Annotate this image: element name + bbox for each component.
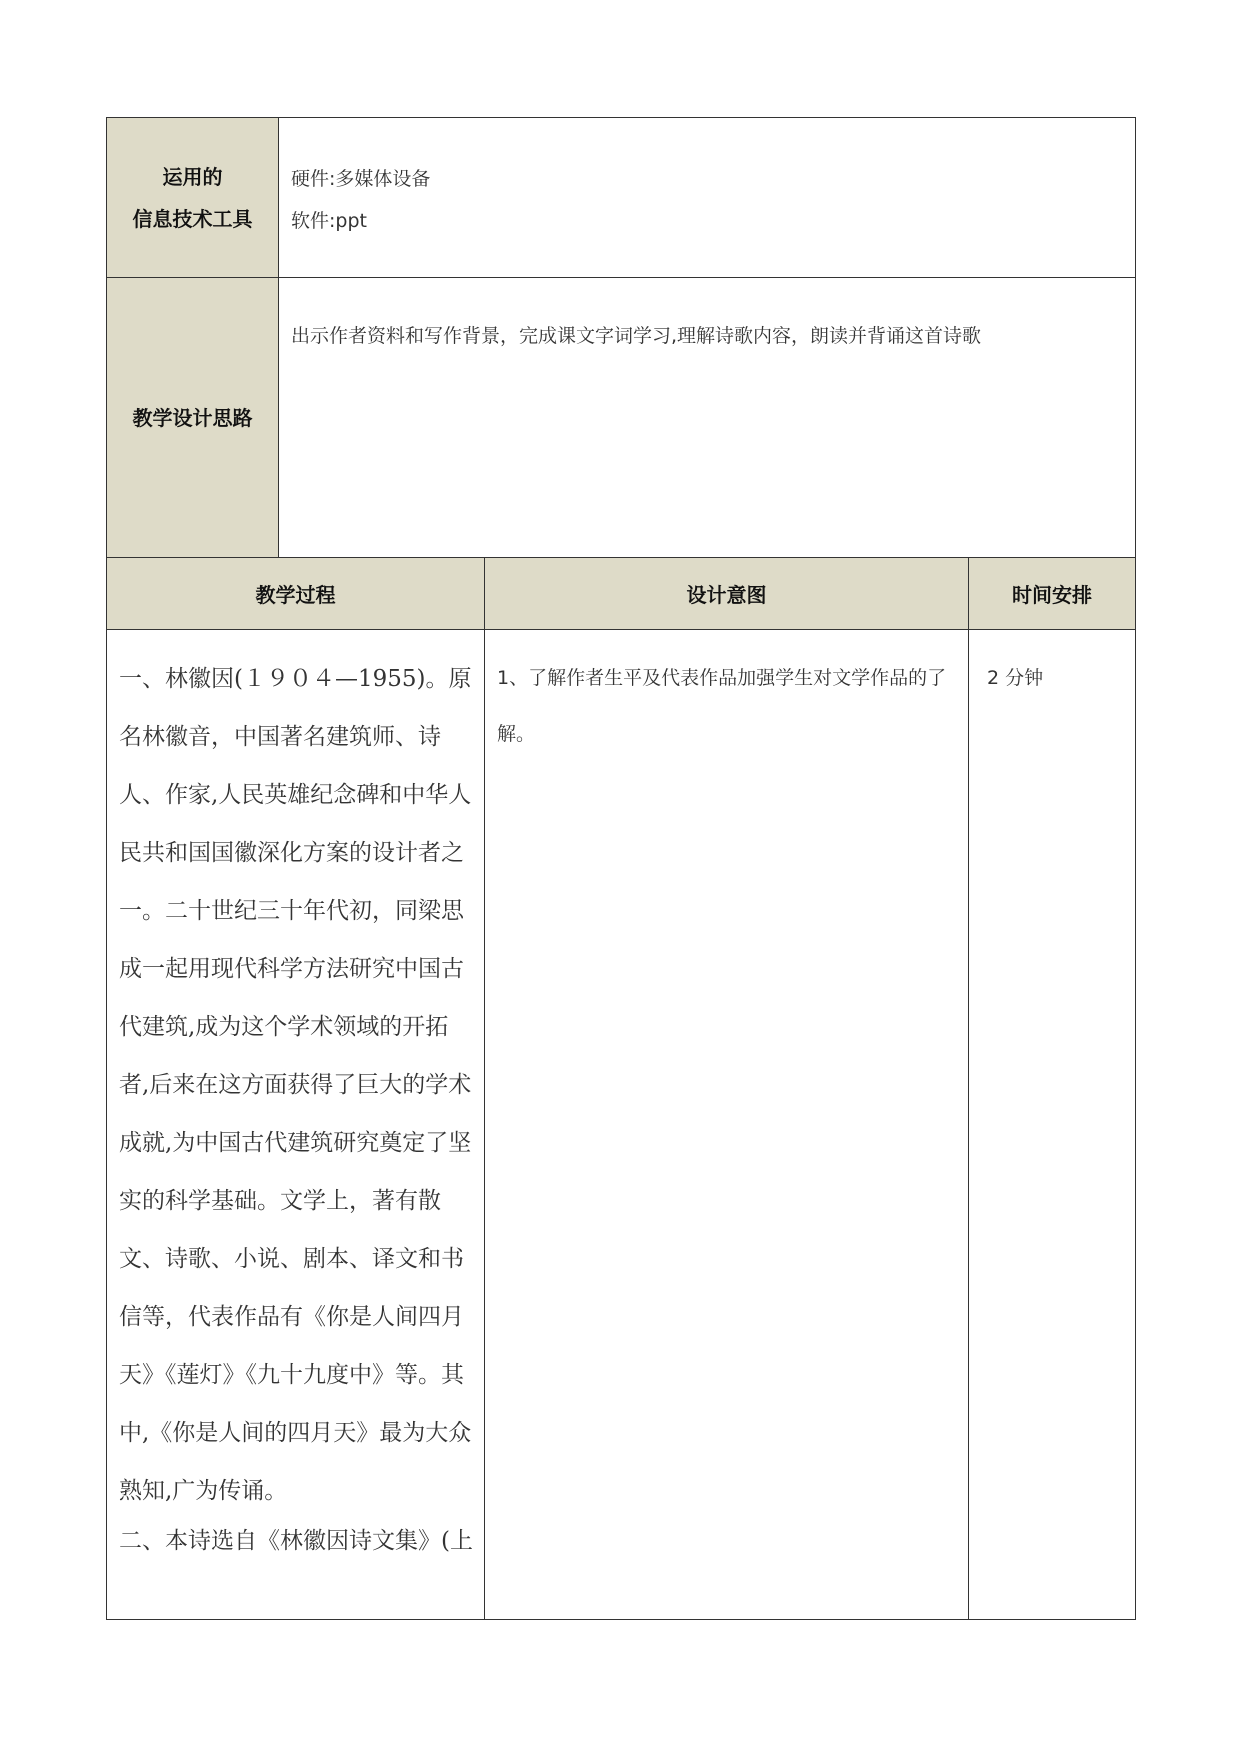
software-text: 软件:ppt bbox=[291, 210, 367, 232]
column-intent: 设计意图 bbox=[485, 558, 969, 630]
tools-label: 运用的 信息技术工具 bbox=[107, 118, 279, 278]
hardware-text: 硬件:多媒体设备 bbox=[291, 168, 431, 190]
design-idea-row bbox=[107, 278, 1136, 558]
lesson-plan-table bbox=[106, 117, 1136, 1620]
intent-cell: 1、了解作者生平及代表作品加强学生对文学作品的了解。 bbox=[485, 630, 969, 1620]
time-cell: 2 分钟 bbox=[969, 630, 1136, 1620]
tools-row bbox=[107, 118, 1136, 278]
column-time: 时间安排 bbox=[969, 558, 1136, 630]
tools-content bbox=[279, 118, 1136, 278]
design-idea-label: 教学设计思路 bbox=[107, 278, 279, 558]
column-header-row bbox=[107, 558, 1136, 630]
design-idea-text: 出示作者资料和写作背景，完成课文字词学习,理解诗歌内容，朗读并背诵这首诗歌 bbox=[279, 278, 1136, 558]
process-cell bbox=[107, 630, 485, 1620]
process-paragraph-2: 二、本诗选自《林徽因诗文集》(上 bbox=[119, 1528, 473, 1554]
column-process: 教学过程 bbox=[107, 558, 485, 630]
table-row bbox=[107, 630, 1136, 1620]
process-paragraph-1: 一、林徽因(１９０４—1955)。原名林徽音，中国著名建筑师、诗人、作家,人民英雄纪念碑和中华人民共和国国徽深化方案的设计者之一。二十世纪三十年代初，同梁思成一起用现代科学方法研究中国古代建筑,成为这个学术领域的开拓者,后来在这方面获得了巨大的学术成就,为中国古代建筑研究奠定了坚实的科学基础。文学上，著有散文、诗歌、小说、剧本、译文和书信等，代表作品有《你是人间四月天》《莲灯》《九十九度中》等。其中,《你是人间的四月天》最为大众熟知,广为传诵。 bbox=[119, 666, 472, 1504]
